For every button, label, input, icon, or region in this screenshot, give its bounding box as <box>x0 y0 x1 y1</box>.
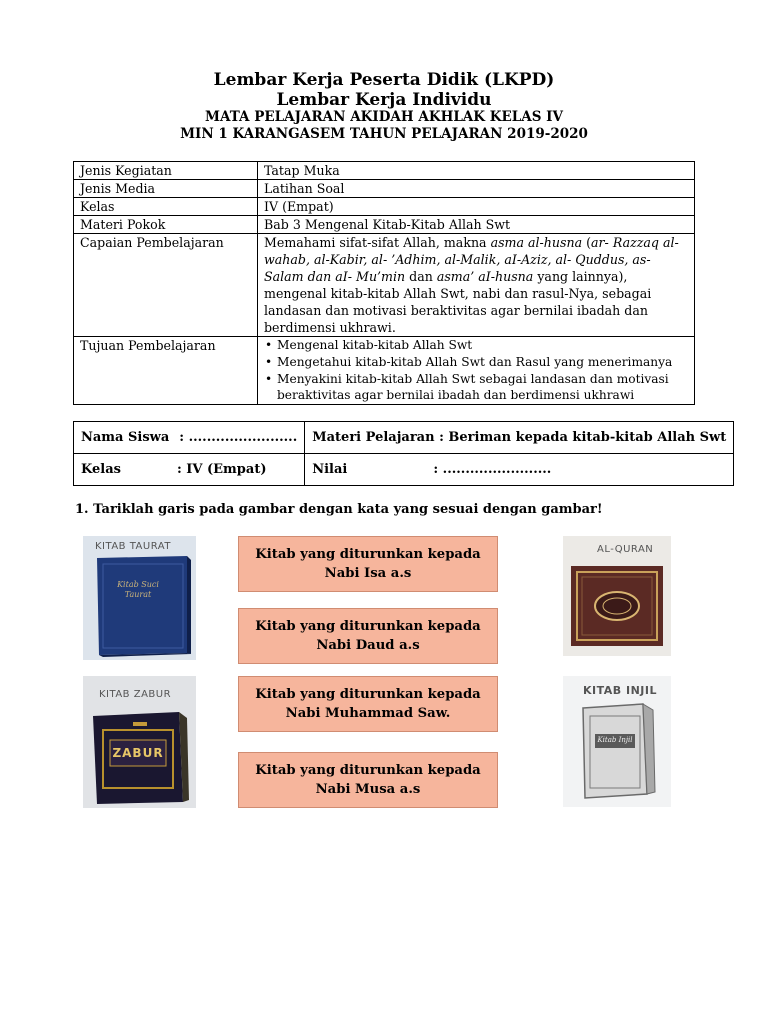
kelas-cell <box>74 454 305 486</box>
taurat-cover-text: Kitab Suci Taurat <box>117 580 159 599</box>
image-caption: KITAB TAURAT <box>95 541 171 552</box>
capaian-italic: asma al-husna <box>490 235 583 250</box>
subject-heading: MATA PELAJARAN AKIDAH AKHLAK KELAS IV <box>205 109 563 125</box>
materi-pelajaran-cell: Materi Pelajaran : Beriman kepada kitab-kitab Allah Swt <box>305 422 734 454</box>
image-caption: AL-QURAN <box>597 544 654 555</box>
table-row <box>74 454 734 486</box>
capaian-text <box>258 234 695 337</box>
table-row <box>74 162 695 180</box>
row-value: Bab 3 Mengenal Kitab-Kitab Allah Swt <box>258 216 695 234</box>
list-item: • Menyakini kitab-kitab Allah Swt sebagai landasan dan motivasi beraktivitas agar bernilai ibadah dan berdimensi ukhrawi <box>277 371 688 403</box>
answer-box-isa[interactable]: Kitab yang diturunkan kepada Nabi Isa a.s <box>238 536 498 592</box>
al-quran-image[interactable] <box>563 536 671 656</box>
capaian-part: yang lainnya), mengenal kitab-kitab Allah Swt, nabi dan rasul-Nya, sebagai landasan dan motivasi beraktivitas agar bernilai ibadah dan berdimensi ukhrawi. <box>264 269 652 335</box>
table-row <box>74 337 695 405</box>
quran-book-icon <box>563 536 671 656</box>
row-label: Capaian Pembelajaran <box>74 234 258 337</box>
row-label: Jenis Media <box>74 180 258 198</box>
capaian-part: Memahami sifat-sifat Allah, makna <box>264 235 491 250</box>
student-info-table <box>73 421 734 486</box>
capaian-italic: asma’ aI-husna <box>436 269 534 284</box>
image-caption: KITAB INJIL <box>583 684 657 697</box>
nilai-value[interactable]: : ........................ <box>433 462 552 477</box>
capaian-italic: ar- Razzaq al-wahab, al-Kabir, al- ’Adhim, al-Malik, aI-Aziz, al- Quddus, as-Salam dan aI- Mu’min <box>264 235 679 284</box>
doc-title: Lembar Kerja Peserta Didik (LKPD) <box>213 70 555 90</box>
injil-cover-text: Kitab Injil <box>597 736 633 744</box>
question-1: 1. Tariklah garis pada gambar dengan kata yang sesuai dengan gambar! <box>75 502 603 517</box>
kelas-value: : IV (Empat) <box>176 462 267 477</box>
nilai-cell <box>305 454 734 486</box>
row-label: Kelas <box>74 198 258 216</box>
row-value: IV (Empat) <box>258 198 695 216</box>
nama-siswa-cell <box>74 422 305 454</box>
list-item: • Mengenal kitab-kitab Allah Swt <box>277 337 688 353</box>
zabur-book-icon <box>83 676 196 808</box>
tujuan-list-cell <box>258 337 695 405</box>
school-heading: MIN 1 KARANGASEM TAHUN PELAJARAN 2019-2020 <box>180 126 588 142</box>
table-row <box>74 234 695 337</box>
nama-value[interactable]: : ........................ <box>179 430 298 445</box>
image-caption: KITAB ZABUR <box>99 689 172 700</box>
tujuan-list <box>264 337 688 403</box>
table-row <box>74 216 695 234</box>
kitab-taurat-image[interactable] <box>83 536 196 660</box>
activity-info-table <box>73 161 695 405</box>
table-row <box>74 198 695 216</box>
table-row <box>74 180 695 198</box>
zabur-cover-text: ZABUR <box>112 746 164 760</box>
kitab-zabur-image[interactable] <box>83 676 196 808</box>
capaian-part: dan <box>405 269 437 284</box>
table-row <box>74 422 734 454</box>
kelas-label: Kelas <box>81 462 121 477</box>
row-label: Tujuan Pembelajaran <box>74 337 258 405</box>
row-label: Materi Pokok <box>74 216 258 234</box>
row-value: Tatap Muka <box>258 162 695 180</box>
answer-box-daud[interactable]: Kitab yang diturunkan kepada Nabi Daud a.s <box>238 608 498 664</box>
capaian-part: ( <box>582 235 592 250</box>
nilai-label: Nilai <box>312 462 348 477</box>
kitab-injil-image[interactable] <box>563 676 671 807</box>
answer-box-musa[interactable]: Kitab yang diturunkan kepada Nabi Musa a.s <box>238 752 498 808</box>
doc-subtitle: Lembar Kerja Individu <box>276 90 492 110</box>
row-value: Latihan Soal <box>258 180 695 198</box>
list-item: • Mengetahui kitab-kitab Allah Swt dan Rasul yang menerimanya <box>277 354 688 370</box>
nama-label: Nama Siswa <box>81 430 170 445</box>
answer-box-muhammad[interactable]: Kitab yang diturunkan kepada Nabi Muhammad Saw. <box>238 676 498 732</box>
row-label: Jenis Kegiatan <box>74 162 258 180</box>
